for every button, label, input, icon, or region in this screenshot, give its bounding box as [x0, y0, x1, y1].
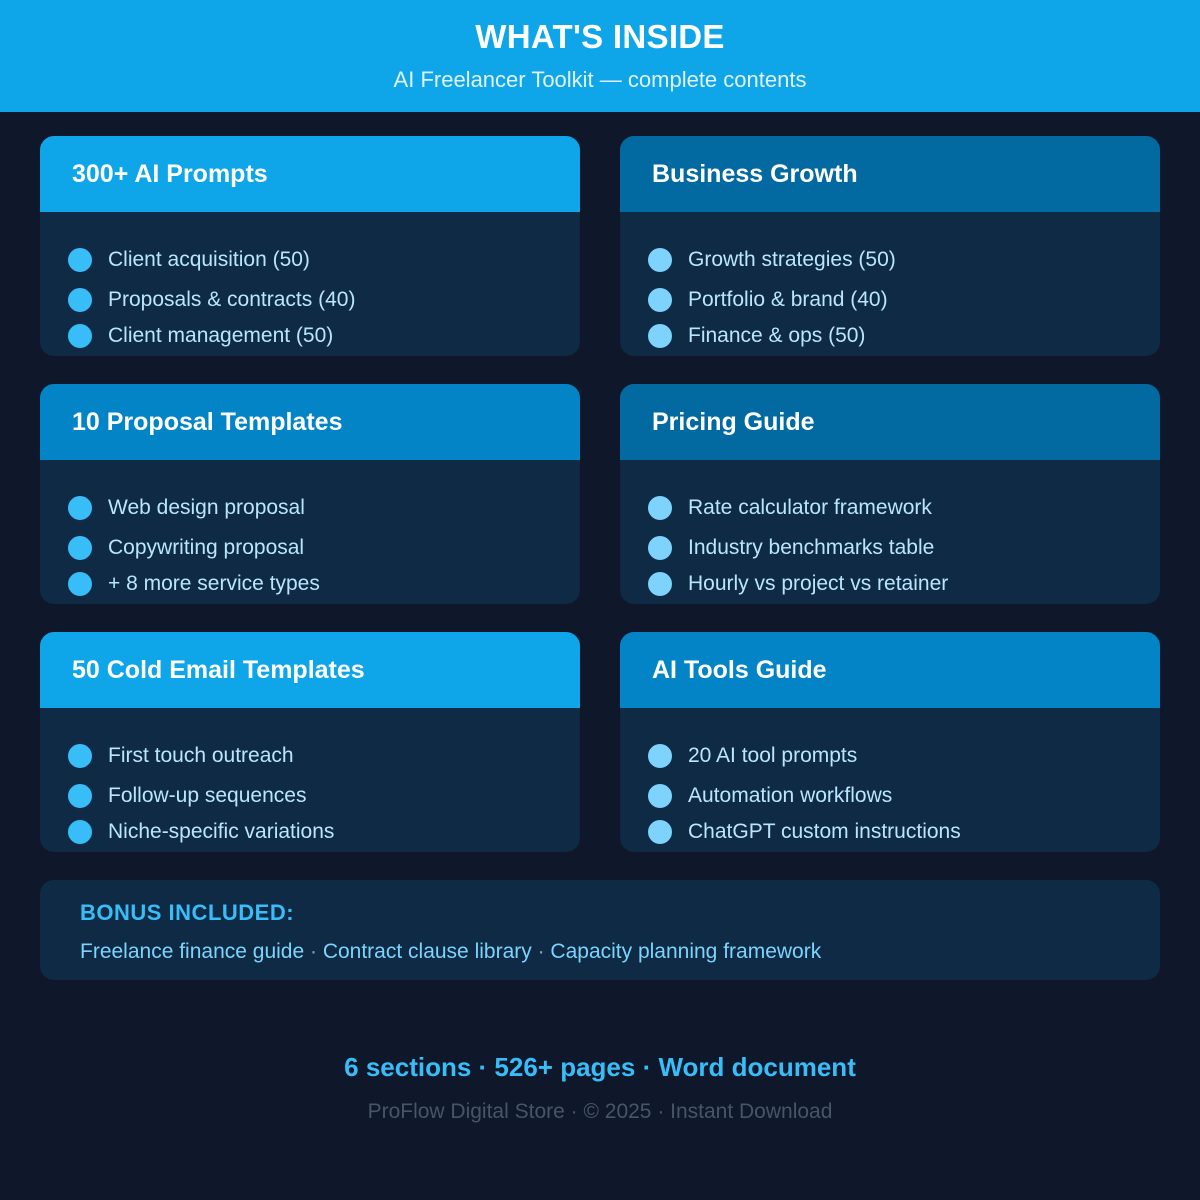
- section-item: [68, 324, 355, 348]
- section-item-list: [68, 744, 334, 844]
- section-item-label: Growth strategies (50): [688, 248, 896, 271]
- section-item: [648, 324, 896, 348]
- section-item-list: [648, 496, 948, 596]
- header-banner: [0, 0, 1200, 112]
- section-item-label: Client acquisition (50): [108, 248, 310, 271]
- page-subtitle: AI Freelancer Toolkit — complete contents: [393, 67, 807, 92]
- bullet-dot-icon: [68, 744, 92, 768]
- section-item-label: Portfolio & brand (40): [688, 288, 888, 311]
- section-item: [68, 496, 320, 520]
- bonus-title: BONUS INCLUDED:: [80, 900, 295, 925]
- section-item: [68, 820, 334, 844]
- section-item-label: Proposals & contracts (40): [108, 288, 356, 311]
- section-title: AI Tools Guide: [620, 632, 1160, 708]
- bullet-dot-icon: [648, 288, 672, 312]
- bonus-item: Contract clause library: [322, 940, 532, 963]
- section-item-label: Finance & ops (50): [688, 324, 866, 347]
- page-title: WHAT'S INSIDE: [475, 18, 725, 55]
- section-title: 50 Cold Email Templates: [40, 632, 580, 708]
- section-item: [648, 496, 948, 520]
- bonus-separator: ·: [304, 940, 323, 963]
- bonus-items: [80, 940, 821, 964]
- section-item: [68, 744, 334, 768]
- section-item-label: + 8 more service types: [108, 572, 320, 595]
- section-card: [40, 632, 580, 852]
- bullet-dot-icon: [68, 324, 92, 348]
- bullet-dot-icon: [68, 288, 92, 312]
- section-item: [648, 572, 948, 596]
- section-item-label: Follow-up sequences: [108, 784, 307, 807]
- bullet-dot-icon: [648, 536, 672, 560]
- section-title: 300+ AI Prompts: [40, 136, 580, 212]
- bonus-item: Freelance finance guide: [80, 940, 305, 963]
- section-item: [648, 784, 961, 808]
- bullet-dot-icon: [68, 820, 92, 844]
- section-item: [648, 744, 961, 768]
- section-item: [648, 288, 896, 312]
- section-item: [648, 248, 896, 272]
- bonus-item: Capacity planning framework: [550, 940, 822, 963]
- section-item: [68, 248, 355, 272]
- section-item-label: Niche-specific variations: [108, 820, 335, 843]
- section-item-list: [648, 248, 896, 348]
- section-card: [40, 384, 580, 604]
- bullet-dot-icon: [648, 496, 672, 520]
- section-item-label: Hourly vs project vs retainer: [688, 572, 949, 595]
- section-item-label: Web design proposal: [108, 496, 305, 519]
- section-item-label: Client management (50): [108, 324, 334, 347]
- section-item: [68, 572, 320, 596]
- section-item-label: 20 AI tool prompts: [688, 744, 858, 767]
- section-item: [68, 288, 355, 312]
- bonus-panel: [40, 880, 1160, 980]
- bullet-dot-icon: [648, 324, 672, 348]
- section-item-list: [68, 248, 355, 348]
- section-item: [68, 784, 334, 808]
- bullet-dot-icon: [68, 536, 92, 560]
- section-item: [648, 536, 948, 560]
- section-title: Pricing Guide: [620, 384, 1160, 460]
- section-title: Business Growth: [620, 136, 1160, 212]
- bullet-dot-icon: [68, 784, 92, 808]
- bullet-dot-icon: [68, 248, 92, 272]
- section-item-label: ChatGPT custom instructions: [688, 820, 961, 843]
- section-title: 10 Proposal Templates: [40, 384, 580, 460]
- bullet-dot-icon: [648, 572, 672, 596]
- bullet-dot-icon: [68, 572, 92, 596]
- bullet-dot-icon: [68, 496, 92, 520]
- section-item-list: [68, 496, 320, 596]
- section-item: [68, 536, 320, 560]
- section-item-label: Industry benchmarks table: [688, 536, 935, 559]
- section-item-label: Rate calculator framework: [688, 496, 932, 519]
- section-item-label: Copywriting proposal: [108, 536, 305, 559]
- bullet-dot-icon: [648, 820, 672, 844]
- section-item: [648, 820, 961, 844]
- section-card: [620, 384, 1160, 604]
- section-item-label: First touch outreach: [108, 744, 294, 767]
- section-card: [620, 632, 1160, 852]
- section-item-list: [648, 744, 961, 844]
- bullet-dot-icon: [648, 784, 672, 808]
- bonus-separator: ·: [531, 940, 551, 963]
- section-item-label: Automation workflows: [688, 784, 893, 807]
- footer-text: ProFlow Digital Store · © 2025 · Instant Download: [367, 1100, 833, 1123]
- stats-line: 6 sections · 526+ pages · Word document: [344, 1052, 856, 1082]
- bullet-dot-icon: [648, 248, 672, 272]
- bullet-dot-icon: [648, 744, 672, 768]
- section-card: [40, 136, 580, 356]
- section-card: [620, 136, 1160, 356]
